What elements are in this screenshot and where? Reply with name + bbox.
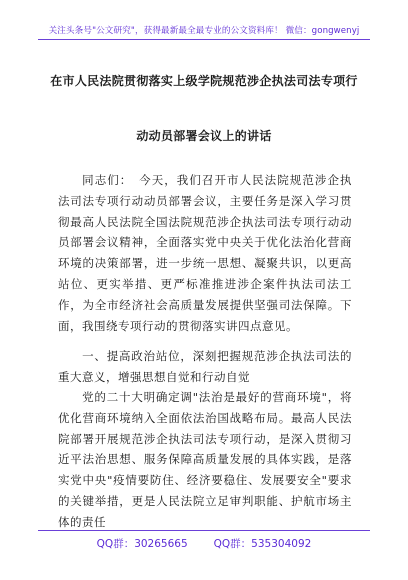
footer-qq-group-1: QQ群：30265665: [96, 538, 188, 550]
paragraph-opening: 同志们： 今天，我们召开市人民法院规范涉企执法司法专项行动动员部署会议，主要任务是深入学习贯彻最高人民法院全国法院规范涉企执法司法专项行动动员部署会议精神，全面落实党中央关于优化法治化营商环境的决策部署，进一步统一思想、凝聚共识，以更高站位、更实举措、更严标准推进涉企案件执法司法工作，为全市经济社会高质量发展提供坚强司法保障。下面，我围绕专项行动的贯彻落实讲四点意见。: [58, 173, 352, 333]
document-title-line-2: 动动员部署会议上的讲话: [136, 129, 272, 143]
paragraph-section-1: 党的二十大明确定调"法治是最好的营商环境"，将优化营商环境纳入全面依法治国战略布局。最高人民法院部署开展规范涉企执法司法专项行动，是深入贯彻习近平法治思想、服务保障高质量发展的具体实践，是落实党中央"疫情要防住、经济要稳住、发展要安全"要求的关键举措，更是人民法院立足审判职能、护航市场主体的责任: [58, 390, 352, 529]
footer-divider: [38, 530, 370, 531]
footer-contacts: [0, 536, 408, 551]
section-heading-1: 一、提高政治站位，深刻把握规范涉企执法司法的重大意义，增强思想自觉和行动自觉: [58, 349, 352, 384]
footer-qq-group-2: QQ群：535304092: [213, 538, 312, 550]
header-watermark: 关注头条号"公文研究"，获得最新最全最专业的公文资料库！ 微信：gongwenyj: [48, 26, 360, 36]
header-divider: [38, 39, 370, 40]
document-title-line-1: 在市人民法院贯彻落实上级学院规范涉企执法司法专项行: [50, 74, 358, 88]
